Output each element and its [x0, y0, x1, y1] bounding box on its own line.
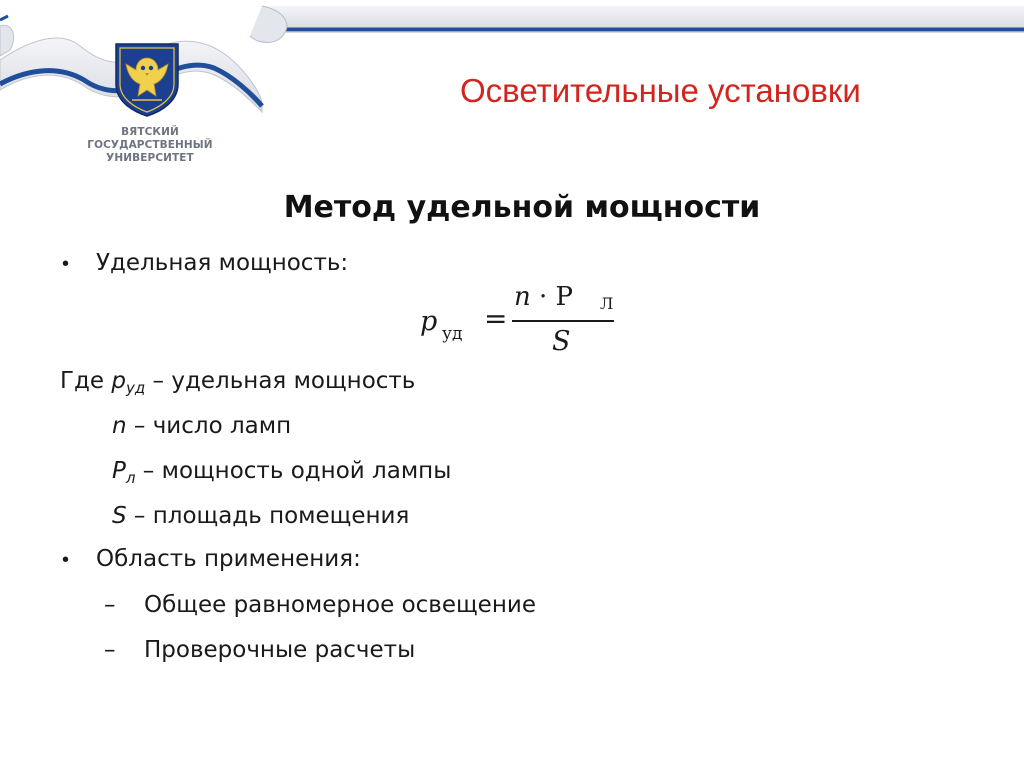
formula-fraction-bar [512, 320, 614, 322]
formula-num-var: n [514, 282, 531, 312]
dash-marker: – [104, 637, 116, 663]
formula-numerator [514, 282, 573, 312]
where-prefix: Где [60, 368, 112, 394]
def-s-text: – площадь помещения [126, 503, 410, 529]
dash-marker: – [104, 592, 116, 618]
bullet-application-area: Область применения: [96, 546, 361, 572]
university-name [78, 126, 222, 165]
slide-header-title: Осветительные установки [460, 72, 861, 109]
def-n-text: – число ламп [126, 413, 292, 439]
university-name-line1: ВЯТСКИЙ [121, 126, 179, 138]
slide-heading-text: Метод удельной мощности [283, 190, 761, 225]
slide-heading [0, 190, 1024, 225]
def-p-sub: л [125, 469, 136, 487]
def-p-var: P [112, 458, 126, 484]
def-s-var: S [112, 503, 127, 529]
formula-lhs-subscript: уд [442, 324, 463, 344]
university-name-line2: ГОСУДАРСТВЕННЫЙ [87, 139, 213, 151]
def-n-var: n [112, 413, 127, 439]
where-var: p [111, 368, 126, 394]
definition-specific-power [60, 368, 416, 397]
definition-room-area [112, 503, 409, 529]
bullet-dot: • [62, 549, 70, 571]
formula-equals: = [484, 302, 508, 335]
definition-lamp-power [112, 458, 452, 487]
where-sub: уд [126, 379, 146, 397]
formula-num-subscript: Л [600, 294, 614, 313]
application-item-general-lighting: Общее равномерное освещение [144, 592, 536, 618]
formula [418, 282, 614, 362]
where-text: – удельная мощность [145, 368, 416, 394]
formula-lhs: p [420, 306, 438, 337]
definition-lamp-count [112, 413, 291, 439]
bullet-dot: • [62, 253, 70, 275]
formula-denominator: S [552, 326, 571, 357]
application-item-verification: Проверочные расчеты [144, 637, 416, 663]
def-p-text: – мощность одной лампы [135, 458, 452, 484]
university-crest-icon [112, 40, 182, 118]
formula-num-op: · P [530, 282, 574, 312]
university-name-line3: УНИВЕРСИТЕТ [106, 152, 194, 164]
bullet-specific-power: Удельная мощность: [96, 250, 349, 276]
